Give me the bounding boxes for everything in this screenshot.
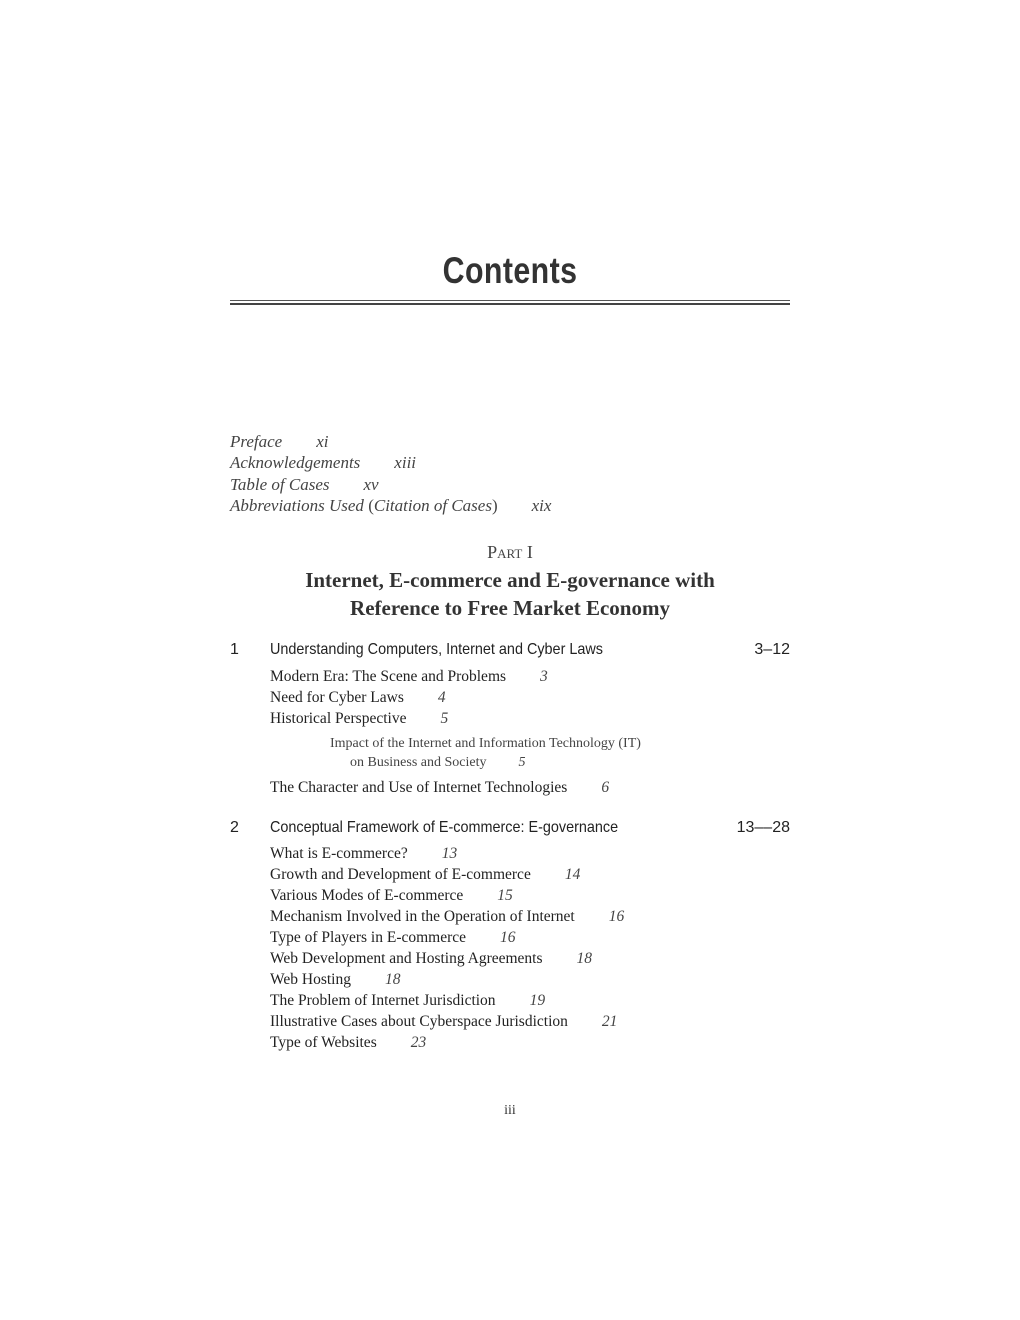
toc-entry[interactable] bbox=[270, 906, 624, 927]
entry-label: Modern Era: The Scene and Problems bbox=[270, 668, 507, 685]
entry-page: 16 bbox=[608, 908, 625, 925]
entry-page: 18 bbox=[384, 971, 401, 988]
entry-page: 15 bbox=[497, 887, 513, 904]
entry-label: Various Modes of E-commerce bbox=[270, 887, 464, 904]
part-number: I bbox=[522, 542, 533, 562]
entry-label: Historical Perspective bbox=[270, 710, 407, 727]
entry-label: Acknowledgements bbox=[230, 453, 361, 473]
toc-entry[interactable] bbox=[270, 777, 609, 798]
chapter-title: Conceptual Framework of E-commerce: E-governance bbox=[270, 819, 619, 836]
entry-page: xi bbox=[316, 432, 329, 451]
toc-entry[interactable] bbox=[270, 687, 548, 708]
front-matter-item[interactable] bbox=[230, 495, 551, 516]
chapter-page-range: 13––28 bbox=[736, 819, 790, 836]
entry-label: Need for Cyber Laws bbox=[270, 689, 404, 706]
paren-close: ) bbox=[491, 495, 498, 515]
subentry-label-line1: Impact of the Internet and Information Technology (IT) bbox=[330, 736, 641, 751]
entry-page: 18 bbox=[576, 950, 593, 967]
entry-label: The Problem of Internet Jurisdiction bbox=[270, 992, 496, 1009]
toc-entry[interactable] bbox=[270, 843, 624, 864]
entry-page: xix bbox=[531, 495, 552, 515]
entry-label: Growth and Development of E-commerce bbox=[270, 866, 531, 883]
entry-page: 23 bbox=[410, 1034, 427, 1051]
title-rule-thin bbox=[230, 300, 790, 301]
part-label bbox=[230, 542, 790, 563]
entry-label: Type of Players in E-commerce bbox=[270, 929, 467, 946]
front-matter-list bbox=[230, 431, 551, 516]
toc-entry[interactable] bbox=[270, 948, 624, 969]
paren-open: ( bbox=[368, 495, 374, 515]
toc-entry[interactable] bbox=[270, 708, 548, 729]
chapter-title: Understanding Computers, Internet and Cyber Laws bbox=[270, 641, 603, 658]
toc-entry[interactable] bbox=[270, 885, 624, 906]
entry-label: Mechanism Involved in the Operation of Internet bbox=[270, 908, 575, 925]
part-title-line: Reference to Free Market Economy bbox=[350, 596, 670, 620]
page-title: Contents bbox=[442, 250, 578, 291]
entry-page: 19 bbox=[529, 992, 546, 1009]
chapter-entries bbox=[270, 777, 609, 798]
entry-label: What is E-commerce? bbox=[270, 845, 408, 862]
toc-entry[interactable] bbox=[270, 666, 548, 687]
front-matter-item[interactable] bbox=[230, 474, 551, 495]
toc-entry[interactable] bbox=[270, 1011, 624, 1032]
entry-label-inner: Citation of Cases bbox=[373, 495, 492, 515]
toc-subentry[interactable] bbox=[330, 734, 641, 772]
toc-entry[interactable] bbox=[270, 969, 624, 990]
entry-label: Type of Websites bbox=[270, 1034, 377, 1051]
toc-entry[interactable] bbox=[270, 864, 624, 885]
front-matter-item[interactable] bbox=[230, 452, 551, 473]
entry-page: 6 bbox=[601, 779, 610, 796]
entry-page: 13 bbox=[441, 845, 458, 862]
chapter-number: 1 bbox=[230, 641, 239, 658]
entry-label: Abbreviations Used bbox=[230, 495, 369, 515]
part-label-initial: P bbox=[487, 542, 498, 562]
entry-label: Illustrative Cases about Cyberspace Jurisdiction bbox=[270, 1013, 568, 1030]
entry-label: Table of Cases bbox=[230, 474, 330, 494]
chapter-page-range: 3–12 bbox=[754, 641, 790, 658]
entry-label: Preface bbox=[230, 432, 283, 451]
front-matter-item[interactable] bbox=[230, 431, 551, 452]
entry-page: 14 bbox=[564, 866, 581, 883]
part-label-smallcaps: ART bbox=[497, 546, 523, 561]
title-rule-thick bbox=[230, 303, 790, 305]
page-number: iii bbox=[504, 1103, 516, 1118]
entry-page: 21 bbox=[601, 1013, 618, 1030]
entry-page: 5 bbox=[518, 755, 526, 770]
entry-label: Web Development and Hosting Agreements bbox=[270, 950, 543, 967]
entry-page: 5 bbox=[440, 710, 449, 727]
chapter-number: 2 bbox=[230, 819, 239, 836]
toc-entry[interactable] bbox=[270, 1032, 624, 1053]
chapter-entries bbox=[270, 843, 624, 1053]
toc-entry[interactable] bbox=[270, 990, 624, 1011]
entry-page: xiii bbox=[394, 453, 417, 473]
chapter-entries bbox=[270, 666, 548, 729]
entry-page: 3 bbox=[540, 668, 548, 685]
entry-page: xv bbox=[363, 474, 379, 494]
subentry-label-line2: on Business and Society bbox=[350, 755, 487, 770]
entry-label: The Character and Use of Internet Technologies bbox=[270, 779, 568, 796]
part-title bbox=[230, 566, 790, 622]
entry-page: 4 bbox=[437, 689, 446, 706]
entry-page: 16 bbox=[500, 929, 516, 946]
part-title-line: Internet, E-commerce and E-governance with bbox=[305, 568, 715, 592]
toc-entry[interactable] bbox=[270, 927, 624, 948]
entry-label: Web Hosting bbox=[270, 971, 351, 988]
